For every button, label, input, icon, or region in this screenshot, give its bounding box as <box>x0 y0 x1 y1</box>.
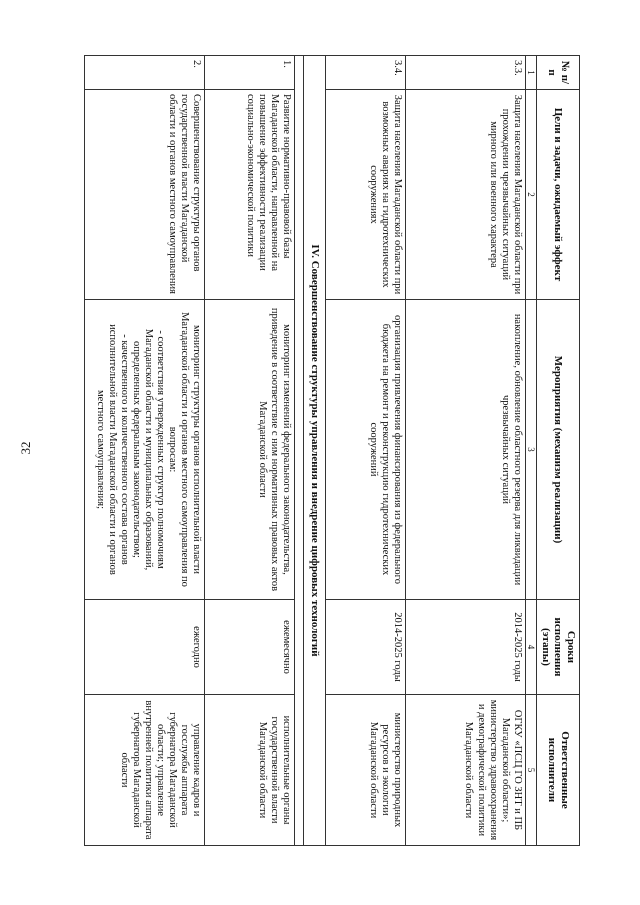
page-number: 32 <box>18 441 33 455</box>
row-term: 2014-2025 годы <box>405 600 525 695</box>
column-number: 1 <box>525 56 536 90</box>
row-goal: Развитие нормативно-правовой базы Магаданской области, направленной на повышение эффективности реализации социально-экономической политики <box>205 90 295 300</box>
row-term: ежемесячно <box>205 600 295 695</box>
row-term: 2014-2025 годы <box>325 600 405 695</box>
measure-line: - соответствия утвержденных структур полномочиям Магаданской области и муниципальных образований, определенных федеральным законодательством; <box>130 328 166 571</box>
row-measures: организация привлечения финансирования из федерального бюджета на ремонт и реконструкцию гидротехнических сооружений <box>325 300 405 600</box>
row-num: 1. <box>205 56 295 90</box>
header-responsible: Ответственные исполнители <box>537 695 580 846</box>
row-num: 3.4. <box>325 56 405 90</box>
column-number-row <box>525 56 536 846</box>
table-row <box>85 56 205 846</box>
measure-line: - качественного и количественного состава органов исполнительной власти Магаданской области и органов местного самоуправления; <box>94 324 130 575</box>
row-responsible: министерство природных ресурсов и экологии Магаданской области <box>325 695 405 846</box>
row-num: 3.3. <box>405 56 525 90</box>
column-number: 2 <box>525 90 536 300</box>
table-row <box>205 56 295 846</box>
row-num: 2. <box>85 56 205 90</box>
table-row <box>405 56 525 846</box>
row-goal: Защита населения Магаданской области при возможных авариях на гидротехнических сооружениях <box>325 90 405 300</box>
column-number: 4 <box>525 600 536 695</box>
header-goal: Цели и задачи, ожидаемый эффект <box>537 90 580 300</box>
row-responsible: исполнительные органы государственной власти Магаданской области <box>205 695 295 846</box>
row-measures: мониторинг изменений федерального законодательства, приведение в соответствие с ним нормативных правовых актов Магаданской области <box>205 300 295 600</box>
row-responsible: управление кадров и госслужбы аппарата губернатора Магаданской области; управление внутренней политики аппарата губернатора Магаданской области <box>85 695 205 846</box>
row-goal: Защита населения Магаданской области при прохождении чрезвычайных ситуаций мирного или военного характера <box>405 90 525 300</box>
section-row <box>304 56 326 846</box>
plan-table <box>84 55 580 846</box>
rotated-page <box>60 55 580 845</box>
row-term: ежегодно <box>85 600 205 695</box>
column-number: 3 <box>525 300 536 600</box>
header-row <box>537 56 580 846</box>
spacer-row <box>295 56 304 846</box>
header-measures: Мероприятия (механизм реализации) <box>537 300 580 600</box>
table-row <box>325 56 405 846</box>
header-num: № п/п <box>537 56 580 90</box>
row-measures: накопление, обновление областного резерва для ликвидации чрезвычайных ситуаций <box>405 300 525 600</box>
section-title: IV. Совершенствование структуры управления и внедрение цифровых технологий <box>304 56 326 846</box>
row-measures <box>85 300 205 600</box>
measure-line: мониторинг структуры органов исполнительной власти Магаданской области и органов местного самоуправления по вопросам: <box>166 312 203 587</box>
column-number: 5 <box>525 695 536 846</box>
row-goal: Совершенствование структуры органов государственной власти Магаданской области и органов местного самоуправления <box>85 90 205 300</box>
header-term: Сроки исполнения (этапы) <box>537 600 580 695</box>
row-responsible: ОГКУ «ПСЦ ГО ЗНТ и ПБ Магаданской области»; министерство здравоохранения и демографической политики Магаданской области <box>405 695 525 846</box>
